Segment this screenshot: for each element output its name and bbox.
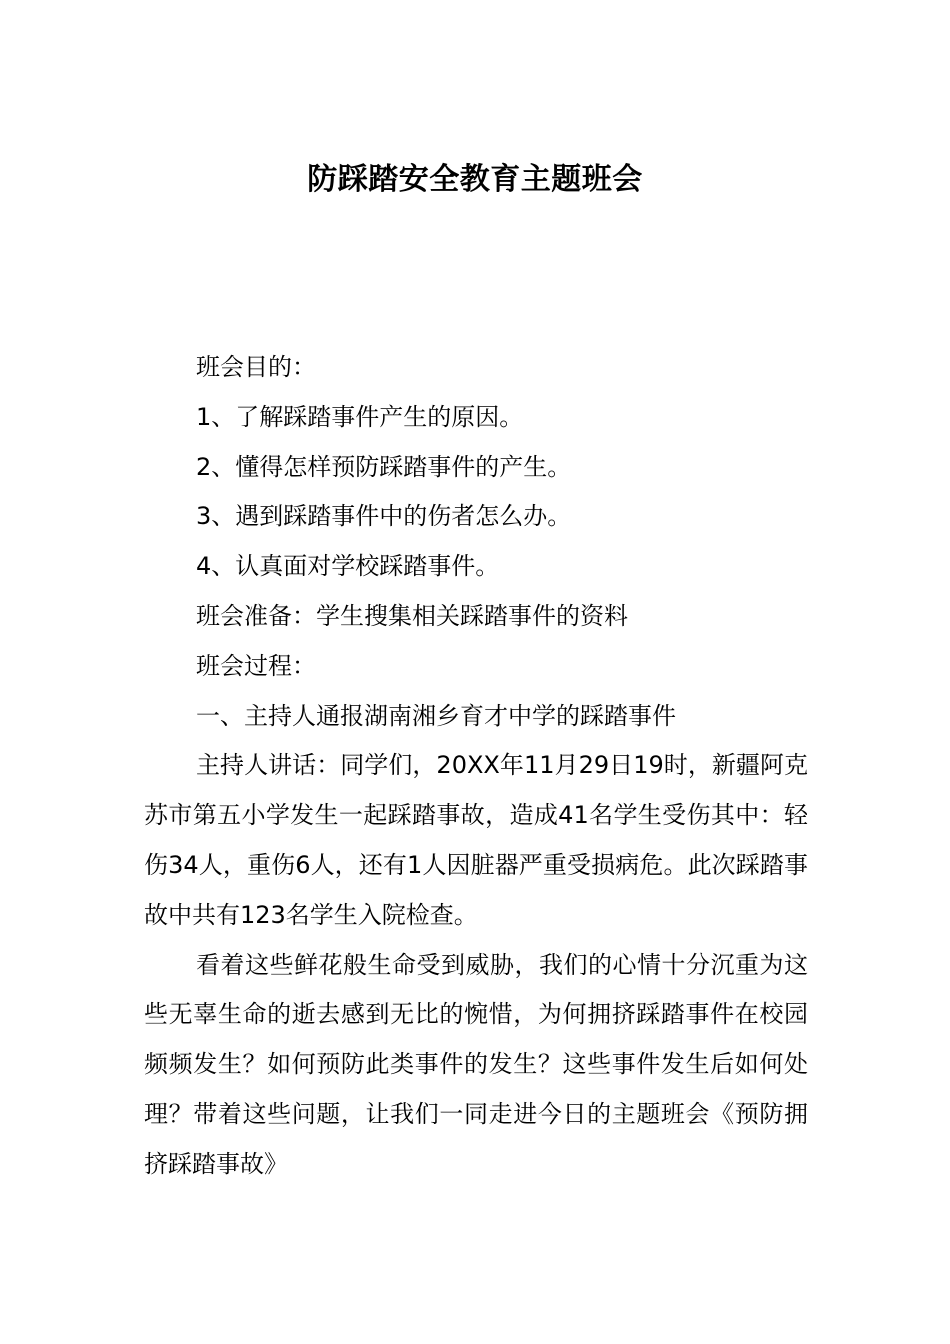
paragraph-process-heading: 班会过程： [196,651,316,680]
paragraph-preparation: 班会准备：学生搜集相关踩踏事件的资料 [196,601,628,630]
paragraph-reflection: 看着这些鲜花般生命受到威胁，我们的心情十分沉重为这些无辜生命的逝去感到无比的惋惜，为何拥挤踩踏事件在校园频频发生？如何预防此类事件的发生？这些事件发生后如何处理？带着这些问题，让我们一同走进今日的主题班会《预防拥挤踩踏事故》 [144,950,808,1178]
paragraph-section-one: 一、主持人通报湖南湘乡育才中学的踩踏事件 [196,701,676,730]
paragraph-purpose-3: 3、遇到踩踏事件中的伤者怎么办。 [196,502,572,531]
document-body [144,343,808,1190]
paragraph-purpose-1: 1、了解踩踏事件产生的原因。 [196,402,524,431]
paragraph-purpose-heading: 班会目的： [196,353,316,381]
document-title: 防踩踏安全教育主题班会 [307,162,643,197]
paragraph-purpose-4: 4、认真面对学校踩踏事件。 [196,552,500,581]
paragraph-host-speech: 主持人讲话：同学们，20XX年11月29日19时，新疆阿克苏市第五小学发生一起踩踏事故，造成41名学生受伤其中：轻伤34人，重伤6人，还有1人因脏器严重受损病危。此次踩踏事故中共有123名学生入院检查。 [144,751,808,929]
paragraph-purpose-2: 2、懂得怎样预防踩踏事件的产生。 [196,452,572,481]
